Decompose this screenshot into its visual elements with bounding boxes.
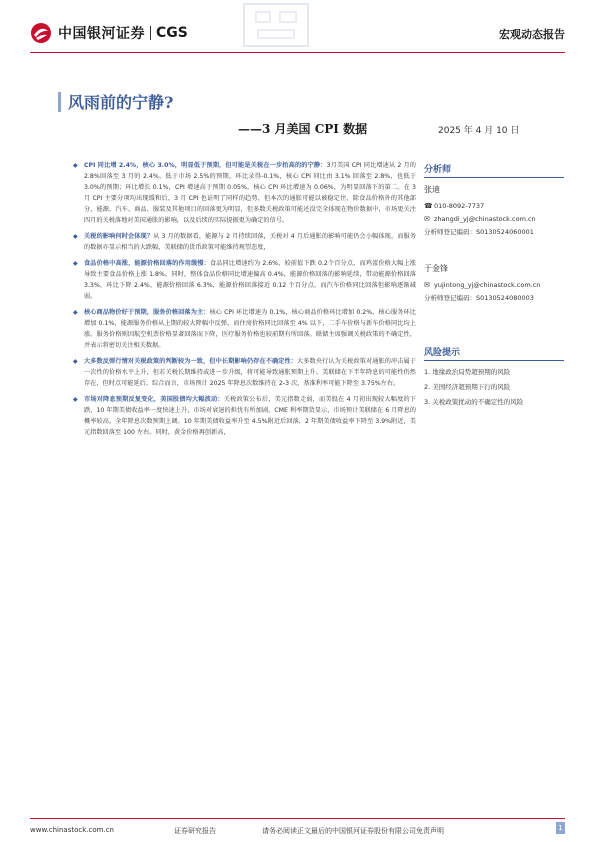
- paragraph-lead: 食品价格中高涨，能源价格回落的作用缓慢：: [84, 260, 210, 267]
- bullet-icon: ◆: [73, 162, 78, 169]
- bullet-icon: ◆: [73, 233, 78, 240]
- risk-item: 2. 美国经济超预期下行的风险: [424, 383, 511, 391]
- paragraph-text: 3月美国 CPI 同比增速从 2 月的 2.8%回落至 3 月的 2.4%，低于市场 2.5%的预期，环比录得-0.1%，核心 CPI 同比由 3.1% 回落至 2.8%，也低于 3.0%的预期；环比增长 0.1%，CPI 增速高于预期 0.05%，核心 CPI 环比增速为 0.06%，为明显回落下的第二。在 3 月 CPI 主要分项均出现缓和后，3 月 CPI 也证明了同样的趋势，但本次的通胀可能以被稳定住，除食品价格外的其他部分，能源、汽车、商品、服装及其他项目的回落更为明显，但多数关税政策可能还没完全体现在物价数据中，市场更关注四月的关税落地对美国通胀的影响，以及后续的实际提振更为确定的信号。: [84, 162, 416, 224]
- phone-text: 010-8092-7737: [434, 202, 485, 210]
- report-title: 风雨前的宁静?: [68, 93, 174, 112]
- analyst-cert: [424, 292, 564, 305]
- body-paragraph: [70, 307, 416, 351]
- title-accent-bar: [58, 92, 61, 112]
- paragraph-text: 核心 CPI 环比增速为 0.1%，核心商品价格环比增加 0.2%，核心服务环比增加 0.1%，能源服务价格从上期的较大降幅中反弹，而住房价格同比回落至 4% 以下，二手车价格与新车价格同比均上涨。服务价格则因航空机票价格显著回落而下降，医疗服务价格也较前期有所回落。联储主席强调关税政策的不确定性，并表示将密切关注相关数据。: [84, 309, 416, 349]
- email-text[interactable]: yujintong_yj@chinastock.com.cn: [434, 281, 541, 289]
- logo-text-en: CGS: [156, 25, 188, 41]
- body-paragraph: [70, 258, 416, 302]
- paragraph-text: 从 3 月的数据看，能源与 2 月持续回落，关税对 4 月后通胀的影响可能仍会小幅体现，而服务的数据亦显示相当的大跌幅，美联储的货币政策可能维持观望态度，: [84, 233, 417, 251]
- paragraph-lead: 市场对降息预期反复变化，美国股债均大幅波动：: [84, 396, 224, 403]
- report-date: 2025 年 4 月 10 日: [438, 126, 520, 136]
- logo-divider: [150, 26, 151, 40]
- analyst-email[interactable]: [424, 279, 564, 292]
- paragraph-lead: 关税的影响何时会体现？: [84, 233, 154, 240]
- footer-disclaimer: 请务必阅读正文最后的中国银河证券股份有限公司免责声明: [262, 827, 444, 835]
- logo-text-cn: 中国银河证券: [58, 26, 145, 42]
- body-paragraph: [70, 356, 416, 389]
- brand-logo: [30, 20, 188, 46]
- body-paragraph: [70, 231, 416, 253]
- report-type-label: 宏观动态报告: [499, 28, 565, 41]
- analyst-email[interactable]: [424, 213, 564, 226]
- risk-item: 1. 地缘政治局势超预期的风险: [424, 368, 511, 376]
- body-paragraph: [70, 394, 416, 438]
- paragraph-lead: CPI 同比增 2.4%，核心 3.0%，明显低于预期，但可能是关税在一步抬高的的宁静：: [84, 162, 327, 169]
- analyst-name: 张迪: [424, 185, 440, 194]
- analyst-cert: [424, 226, 564, 239]
- footer-divider: [30, 818, 565, 819]
- paragraph-lead: 大多数反弹行情对关税政策的判断较为一致，但中长期影响仍存在不确定性：: [84, 358, 298, 365]
- email-icon: ✉: [424, 281, 430, 289]
- paragraph-lead: 核心商品物价好于预期，服务价格回落为主：: [84, 309, 210, 316]
- email-icon: ✉: [424, 215, 430, 223]
- cert-text: 分析师登记编码：S0130524060001: [424, 228, 534, 236]
- header-divider: [30, 52, 565, 53]
- logo-mark-icon: [30, 22, 52, 44]
- footer-label: 证券研究报告: [174, 827, 216, 835]
- phone-icon: ☎: [424, 202, 433, 210]
- cert-text: 分析师登记编码：S0130524080003: [424, 294, 534, 302]
- paragraph-text: 食品同比增速约为 2.6%，较前值下跌 0.2个百分点，而鸡蛋价格大幅上涨导致主要食品价格上涨 1.8%，同时，整体食品价格同比增速偏高 0.4%，能源价格回落的影响延续，带动能源价格回落 3.3%，环比下降 2.4%，能源价格回落 6.3%，能源价格回落接近 0.12 个百分点，而汽车价格同比回落但影响逐渐减弱。: [84, 260, 416, 300]
- footer-url[interactable]: www.chinastock.com.cn: [30, 826, 114, 834]
- report-subtitle: ——3 月美国 CPI 数据: [238, 122, 368, 136]
- bullet-icon: ◆: [73, 309, 78, 316]
- analyst-phone: [424, 200, 564, 213]
- analyst-heading: 分析师: [424, 162, 564, 178]
- main-body: [70, 160, 416, 443]
- bullet-icon: ◆: [73, 396, 78, 403]
- analyst-name: 于金锋: [424, 264, 448, 273]
- body-paragraph: [70, 160, 416, 226]
- watermark-icon: [236, 0, 316, 60]
- risk-item: 3. 关税政策扰动的不确定性的风险: [424, 398, 524, 406]
- email-text[interactable]: zhangdi_yj@chinastock.com.cn: [434, 215, 536, 223]
- sidebar: [424, 162, 564, 410]
- page-number: 1: [556, 822, 565, 834]
- bullet-icon: ◆: [73, 260, 78, 267]
- paragraph-text: 关税政策公布后，美元指数走弱，而美股在 4 月初出现较大幅度的下跌，10 年期美债收益率一度快速上升，市场对衰退的担忧有所加剧。CME 利率期货显示，市场预计美联储在 6 月降息的概率较高，全年降息次数预期上调。10 年期美债收益率升至 4.5%附近后回落，2 年期美债收益率下降至 3.9%附近，美元指数回落至 100 左右。同时，黄金价格再创新高，: [84, 396, 416, 436]
- risk-heading: 风险提示: [424, 345, 564, 361]
- bullet-icon: ◆: [73, 358, 78, 365]
- paragraph-text: 大多数央行认为关税政策对通胀的冲击属于一次性的价格水平上升，但若关税长期维持或进一步升级，将可能导致通胀预期上升。美联储在下半年降息的可能性仍然存在，但时点可能延后。综合而言，市场预计 2025 年降息次数维持在 2-3 次，基准利率可能下降至 3.75%左右。: [84, 358, 416, 387]
